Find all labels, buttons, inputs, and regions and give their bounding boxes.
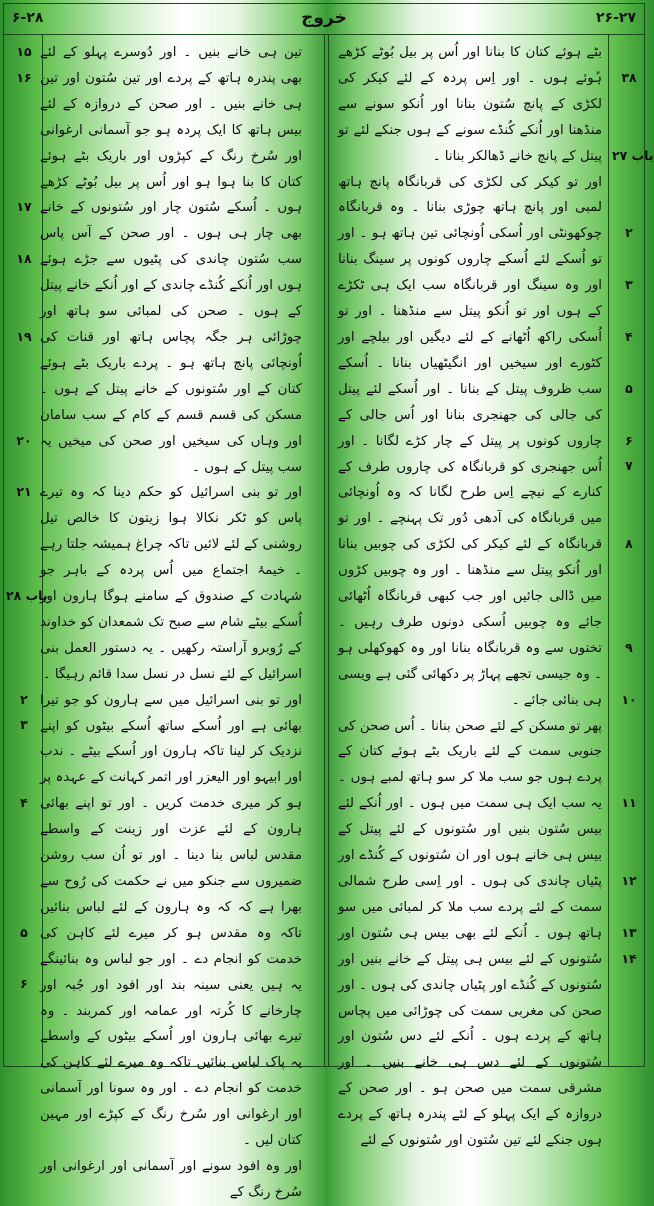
paragraph: بٹے ہوئے کتان کا بنانا اور اُس پر بیل بُوٹے کڑھے ہُوئے ہوں ۔ اور اِس پردہ کے لئے کیکر کی لکڑی کے پانچ سُتون بنانا اور اُنکو سونے سے منڈھنا اور اُنکے کُنڈے سونے کے ہوں جنکے لئے تو پیتل کے پانچ خانے ڈھالکر بنانا ۔ [338,45,602,164]
chapter-range-right: ۲۶-۲۷ [596,10,636,26]
verse-number: ۳ [625,277,633,293]
verse-number: ۱۸ [16,251,32,267]
verse-number: ۷ [625,458,633,474]
verse-number: ۱۵ [16,44,32,59]
right-gutter-rule [608,34,609,1066]
verse-number: ۵ [20,924,28,940]
verse-number: ۶ [625,432,633,448]
left-column-text [40,40,302,1200]
verse-number: ۱۴ [621,950,637,966]
right-column-text [338,40,602,1149]
verse-number: ۲ [20,691,28,707]
chapter-range-left: ۶-۲۸ [12,10,44,26]
paragraph: اور تو بنی اسرائیل میں سے ہارون کو جو تیرا بھائی ہے اور اُسکے ساتھ اُسکے بیٹوں کو اپنے نزدیک کر لینا تاکہ ہارون اور اُسکے بیٹے ۔ ندب اور ابیہو اور الیعزر اور اتمر کہانت کے عہدہ پر ہو کر میری خدمت کریں ۔ اور تو اپنے بھائی ہارون کے لئے عزت اور زینت کے واسطے مقدس لباس بنا دینا ۔ اور تو اُن سب روشن ضمیروں سے جنکو میں نے حکمت کی رُوح سے بھرا ہے کہ کہ وہ ہارون کے لئے لباس بنائیں تاکہ وہ مقدس ہو کر میرے لئے کاہن کی خدمت کو انجام دے ۔ اور جو لباس وہ بنائینگے یہ ہیں یعنی سینہ بند اور افود اور جُبہ اور چارخانے کا کُرتہ اور عمامہ اور کمربند ۔ وہ تیرے بھائی ہارون اور اُسکے بیٹوں کے واسطے یہ پاک لباس بنائیں تاکہ وہ میرے لئے کاہن کی خدمت کو انجام دے ۔ اور وہ سونا اور آسمانی اور ارغوانی اور سُرخ رنگ کے کپڑے اور مہین کتان لیں ۔ [40,692,302,1149]
paragraph: اور تو بنی اسرائیل کو حکم دینا کہ وہ تیرے پاس کو ٹکر نکالا ہوا زیتون کا خالص تیل روشنی کے لئے لائیں تاکہ چراغ ہمیشہ جلتا رہے ۔ خیمۂ اجتماع میں اُس پردہ کے باہر جو شہادت کے صندوق کے سامنے ہوگا ہارون اور اُسکے بیٹے شام سے صبح تک شمعدان کو خداوند کے رُوبرو آراستہ رکھیں ۔ یہ دستور العمل بنی اسرائیل کے لئے نسل در نسل سدا قائم رہیگا ۔ [40,485,302,682]
verse-number: باب ۲۸ [6,587,48,603]
center-column-rule-double [328,34,329,1066]
verse-number: ۹ [625,639,633,655]
right-verse-numbers [612,40,654,1062]
verse-number: ۱۰ [621,691,637,707]
left-verse-numbers [6,40,48,1062]
paragraph: تین ہی خانے بنیں ۔ اور دُوسرے پہلو کے لئے بھی پندرہ ہاتھ کے پردے اور تین سُتون اور تین ہی خانے بنیں ۔ اور صحن کے دروازہ کے لئے بیس ہاتھ کا ایک پردہ ہو جو آسمانی ارغوانی اور سُرخ رنگ کے کپڑوں اور باریک بٹے ہوئے کتان کا بنا ہوا ہو اور اُس پر بیل بُوٹے کڑھے ہوں ۔ اُسکے سُتون چار اور سُتونوں کے خانے بھی چار ہی ہوں ۔ اور صحن کے آس پاس سب سُتون چاندی کی پٹیوں سے جڑے ہوئے ہوں اور اُنکے کُنڈے چاندی کے اور اُنکے خانے پیتل کے ہوں ۔ صحن کی لمبائی سو ہاتھ اور چوڑائی ہر جگہ پچاس ہاتھ اور قنات کی اُونچائی پانچ ہاتھ ہو ۔ پردے باریک بٹے ہوئے کتان کے اور سُتونوں کے خانے پیتل کے ہوں ۔ مسکن کی قسم قسم کے کام کے سب سامان اور وہاں کی سیخیں اور صحن کی میخیں یہ سب پیتل کے ہوں ۔ [40,45,302,475]
verse-number: ۵ [625,380,633,396]
verse-number: ۳۸ [621,69,637,85]
paragraph: اور تو کیکر کی لکڑی کی قربانگاہ پانچ ہاتھ لمبی اور پانچ ہاتھ چوڑی بنانا ۔ وہ قربانگاہ چوکھونٹی اور اُسکی اُونچائی تین ہاتھ ہو ۔ اور تو اُسکے لئے اُسکے چاروں کونوں پر سینگ بنانا اور وہ سینگ اور قربانگاہ سب ایک ہی ٹکڑے کے ہوں اور تو اُنکو پیتل سے منڈھنا ۔ اور تو اُسکی راکھ اُٹھانے کے لئے دیگیں اور بیلچے اور کٹورے اور سیخیں اور انگیٹھیاں بنانا ۔ اُسکے سب ظروف پیتل کے بنانا ۔ اور اُسکے لئے پیتل کی جالی کی جھنجری بنانا اور اُس جالی کے چاروں کونوں پر پیتل کے چار کڑے لگانا ۔ اور اُس جھنجری کو قربانگاہ کی چاروں طرف کے کنارے کے نیچے اِس طرح لگانا کہ وہ اُونچائی میں قربانگاہ کی آدھی دُور تک پہنچے ۔ اور تو قربانگاہ کے لئے کیکر کی لکڑی کی چوبیں بنانا اور اُنکو پیتل سے منڈھنا ۔ اور وہ چوبیں کڑوں میں ڈالی جائیں اور جب کبھی قربانگاہ اُٹھائی جائے وہ چوبیں اُسکی دونوں طرف رہیں ۔ تختوں سے وہ قربانگاہ بنانا اور وہ کھوکھلی ہو ۔ وہ جیسی تجھے پہاڑ پر دکھائی گئی ہے ویسی ہی بنائی جائے ۔ [338,174,602,708]
verse-number: ۱۱ [621,795,637,811]
book-title: خروج [301,8,347,28]
verse-number: باب ۲۷ [612,147,654,163]
verse-number: ۲۱ [16,484,32,500]
verse-number: ۱۳ [621,924,637,940]
verse-number: ۱۹ [16,328,32,344]
paragraph: پھر تو مسکن کے لئے صحن بنانا ۔ اُس صحن کی جنوبی سمت کے لئے باریک بٹے ہوئے کتان کے پردے ہوں جو سب ملا کر سو ہاتھ لمبے ہوں ۔ یہ سب ایک ہی سمت میں ہوں ۔ اور اُنکے لئے بیس سُتون بنیں اور سُتونوں کے لئے پیتل کے بیس ہی خانے ہوں اور ان سُتونوں کے کُنڈے اور پٹیاں چاندی کی ہوں ۔ اور اِسی طرح شمالی سمت کے لئے پردے سب ملا کر لمبائی میں سو ہاتھ ہوں ۔ اُنکے لئے بھی بیس ہی سُتون اور سُتونوں کے لئے بیس ہی پیتل کے خانے بنیں اور سُتونوں کے کُنڈے اور پٹیاں چاندی کی ہوں ۔ اور صحن کی مغربی سمت کی چوڑائی میں پچاس ہاتھ کے پردے ہوں ۔ اُنکے لئے دس سُتون اور سُتونوں کے لئے دس ہی خانے بنیں ۔ اور مشرقی سمت میں صحن ہو ۔ اور صحن کے دروازہ کے ایک پہلو کے لئے پندرہ ہاتھ کے پردے ہوں جنکے لئے تین سُتون اور سُتونوں کے لئے [338,718,602,1149]
verse-number: ۶ [20,976,28,992]
verse-number: ۳ [20,717,28,733]
center-column-rule [324,34,325,1066]
verse-number: ۴ [20,795,28,811]
verse-number: ۱۷ [16,199,32,215]
verse-number: ۱۲ [621,872,637,888]
verse-number: ۴ [625,328,633,344]
verse-number: ۱۶ [16,69,32,85]
verse-number: ۲ [625,225,633,241]
verse-number: ۸ [625,536,633,552]
page-header [0,0,648,34]
verse-number: ۲۰ [16,432,32,448]
paragraph: اور وہ افود سونے اور آسمانی اور ارغوانی اور سُرخ رنگ کے [40,1158,302,1200]
